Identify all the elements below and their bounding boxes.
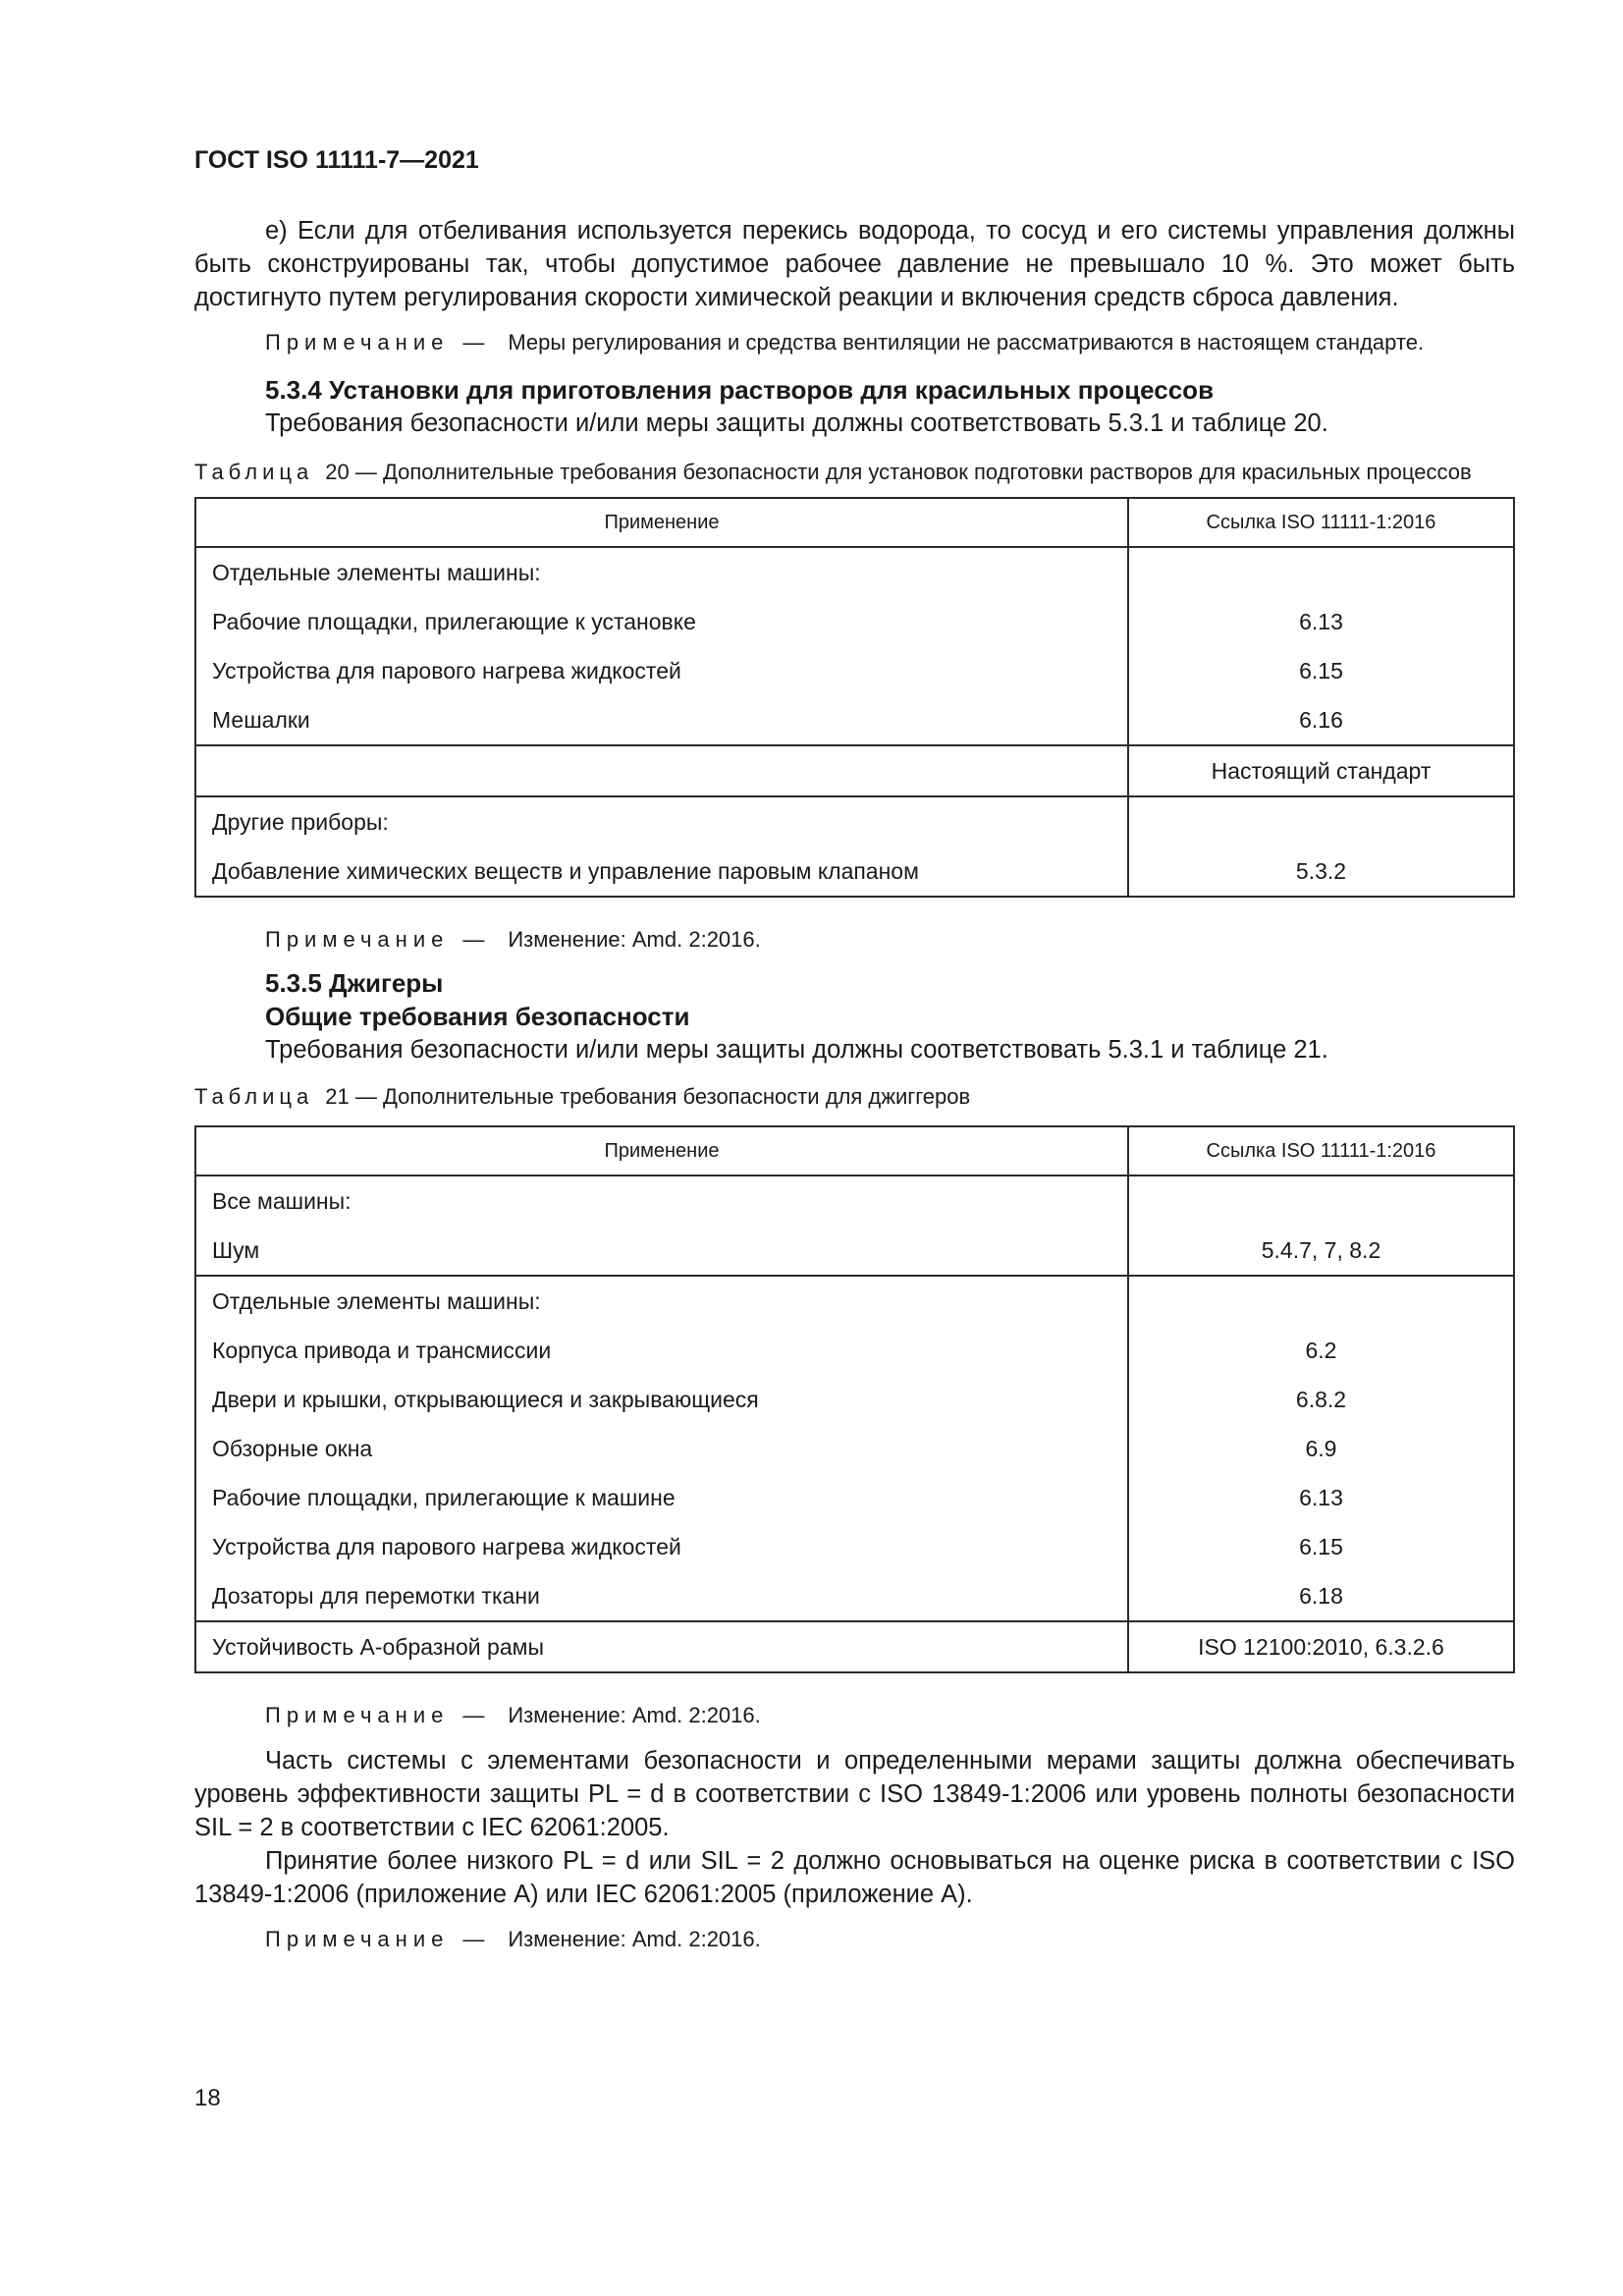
- table-20: [194, 497, 1515, 898]
- note-text: Изменение: Amd. 2:2016.: [508, 927, 761, 952]
- cell-ref: [1129, 797, 1513, 847]
- cell-text: Дозаторы для перемотки ткани: [212, 1583, 540, 1609]
- note-lead: Примечание: [265, 330, 450, 355]
- table-row: [195, 547, 1514, 745]
- cell-ref: 6.9: [1305, 1436, 1337, 1461]
- paragraph-e: е) Если для отбеливания используется перекись водорода, то сосуд и его системы управления должны быть сконструированы так, чтобы допустимое рабочее давление не превышало 10 %. Это может быть достигнуто путем регулирования скорости химической реакции и включения средств сброса давления.: [194, 217, 1515, 311]
- table-caption-lead: Таблица: [194, 460, 314, 484]
- table-row: [195, 745, 1514, 796]
- cell-text: Корпуса привода и трансмиссии: [212, 1338, 552, 1363]
- note-lead: Примечание: [265, 1927, 450, 1951]
- cell-text: Рабочие площадки, прилегающие к установке: [212, 609, 696, 634]
- header-application: Применение: [195, 498, 1128, 547]
- section-5-3-5-heading: 5.3.5 Джигеры: [265, 968, 444, 998]
- table-header-row: [195, 1126, 1514, 1175]
- cell-text: Отдельные элементы машины:: [212, 1288, 541, 1314]
- note-ventilation: Примечание — Меры регулирования и средства вентиляции не рассматриваются в настоящем стандарте.: [265, 330, 1425, 355]
- cell-ref: ISO 12100:2010, 6.3.2.6: [1198, 1634, 1444, 1660]
- page-content: [194, 145, 1515, 1954]
- cell-text: Обзорные окна: [212, 1436, 373, 1461]
- cell-text: Двери и крышки, открывающиеся и закрывающиеся: [212, 1387, 759, 1412]
- cell-ref: 5.4.7, 7, 8.2: [1261, 1237, 1381, 1263]
- cell-text: Устройства для парового нагрева жидкостей: [212, 658, 681, 683]
- cell-ref: 6.15: [1299, 658, 1343, 683]
- cell-text: Рабочие площадки, прилегающие к машине: [212, 1485, 676, 1510]
- cell-ref: 6.13: [1299, 609, 1343, 634]
- table-21-caption: [194, 1082, 1515, 1112]
- note-lead: Примечание: [265, 1703, 450, 1727]
- table-row: [195, 1621, 1514, 1672]
- section-5-3-5-text: Требования безопасности и/или меры защиты должны соответствовать 5.3.1 и таблице 21.: [265, 1036, 1328, 1064]
- cell-text: Другие приборы:: [212, 809, 389, 835]
- document-header: ГОСТ ISO 11111-7—2021: [194, 146, 479, 174]
- closing-note: Примечание — Изменение: Amd. 2:2016.: [265, 1927, 761, 1951]
- note-lead: Примечание: [265, 927, 450, 952]
- cell-text: Устройства для парового нагрева жидкостей: [212, 1534, 681, 1559]
- table-21: [194, 1125, 1515, 1673]
- cell-ref: [1129, 548, 1513, 597]
- note-text: Изменение: Amd. 2:2016.: [508, 1703, 761, 1727]
- table-caption-lead: Таблица: [194, 1084, 314, 1109]
- table-header-row: [195, 498, 1514, 547]
- header-application: Применение: [195, 1126, 1128, 1175]
- cell-ref: Настоящий стандарт: [1211, 758, 1432, 784]
- section-5-3-5-subheading: Общие требования безопасности: [265, 1002, 690, 1031]
- section-5-3-4-text: Требования безопасности и/или меры защиты должны соответствовать 5.3.1 и таблице 20.: [265, 410, 1328, 437]
- closing-paragraph-2: Принятие более низкого PL = d или SIL = 2 должно основываться на оценке риска в соответствии с ISO 13849-1:2006 (приложение А) или IEC 62061:2005 (приложение А).: [194, 1847, 1515, 1908]
- cell-text: Мешалки: [212, 707, 310, 733]
- cell-ref: 6.16: [1299, 707, 1343, 733]
- cell-text: Отдельные элементы машины:: [212, 560, 541, 585]
- table-caption-text: 20 — Дополнительные требования безопасности для установок подготовки растворов для красильных процессов: [325, 460, 1472, 484]
- note-text: Меры регулирования и средства вентиляции не рассматриваются в настоящем стандарте.: [508, 330, 1425, 355]
- cell-ref: [1129, 1176, 1513, 1226]
- table-20-note: Примечание — Изменение: Amd. 2:2016.: [265, 927, 761, 952]
- closing-paragraph-1: Часть системы с элементами безопасности и определенными мерами защиты должна обеспечивать уровень эффективности защиты PL = d в соответствии с ISO 13849-1:2006 или уровень полноты безопасности SIL = 2 в соответствии с IEC 62061:2005.: [194, 1747, 1515, 1841]
- cell-text: [212, 746, 1127, 795]
- table-caption-text: 21 — Дополнительные требования безопасности для джиггеров: [325, 1084, 971, 1109]
- cell-text: Добавление химических веществ и управление паровым клапаном: [212, 858, 919, 884]
- table-row: [195, 1276, 1514, 1621]
- table-20-caption: [194, 458, 1515, 487]
- cell-text: Шум: [212, 1237, 260, 1263]
- page-number: 18: [194, 2085, 221, 2111]
- table-21-note: Примечание — Изменение: Amd. 2:2016.: [265, 1703, 761, 1727]
- cell-ref: 6.13: [1299, 1485, 1343, 1510]
- cell-ref: 6.15: [1299, 1534, 1343, 1559]
- cell-ref: 5.3.2: [1295, 858, 1347, 884]
- cell-ref: 6.2: [1305, 1338, 1337, 1363]
- header-reference: Ссылка ISO 11111-1:2016: [1128, 498, 1514, 547]
- table-row: [195, 796, 1514, 897]
- cell-ref: [1129, 1277, 1513, 1326]
- cell-text: Устойчивость А-образной рамы: [212, 1634, 544, 1660]
- header-reference: Ссылка ISO 11111-1:2016: [1128, 1126, 1514, 1175]
- cell-ref: 6.18: [1299, 1583, 1343, 1609]
- note-text: Изменение: Amd. 2:2016.: [508, 1927, 761, 1951]
- cell-text: Все машины:: [212, 1188, 352, 1214]
- section-5-3-4-heading: 5.3.4 Установки для приготовления растворов для красильных процессов: [265, 375, 1215, 405]
- table-row: [195, 1175, 1514, 1276]
- cell-ref: 6.8.2: [1295, 1387, 1347, 1412]
